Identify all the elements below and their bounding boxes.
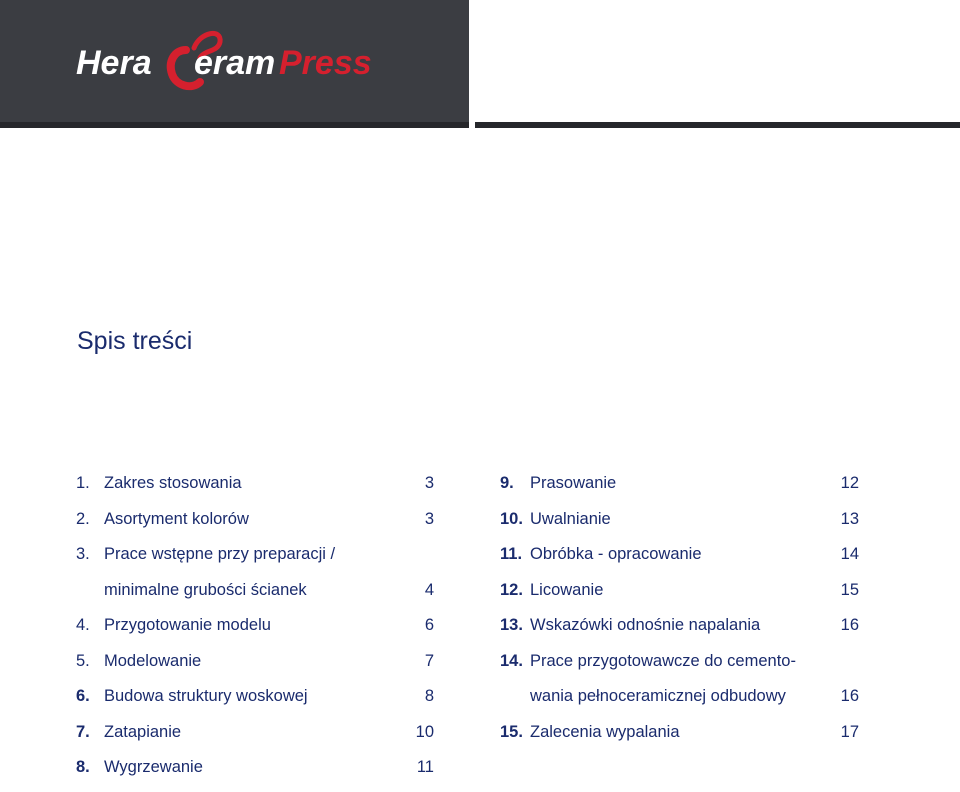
toc-entry[interactable] [76,756,434,792]
toc-right-column [500,472,859,756]
header-banner [0,0,469,128]
toc-title: Wygrzewanie [104,758,203,776]
toc-number: 2. [76,509,90,528]
toc-left-column [76,472,434,792]
toc-entry[interactable] [76,472,434,508]
toc-entry[interactable] [76,508,434,544]
toc-number: 10. [500,509,523,528]
toc-page: 11 [416,758,434,776]
toc-entry[interactable] [76,721,434,757]
toc-page: 15 [840,580,859,599]
toc-entry[interactable] [500,543,859,579]
toc-title: Prasowanie [530,474,617,492]
toc-number: 7. [76,722,90,741]
toc-page: 7 [424,651,434,670]
toc-page: 16 [840,616,859,634]
toc-entry-continuation[interactable] [500,685,859,721]
logo-text-press: Press [279,44,372,82]
header-rule [475,122,960,128]
toc-entry[interactable] [76,614,434,650]
toc-number: 6. [76,687,90,705]
toc-title: Wskazówki odnośnie napalania [530,616,761,634]
toc-title: minimalne grubości ścianek [104,580,307,599]
toc-number: 5. [76,651,90,670]
toc-number: 15. [500,722,523,741]
toc-title: Zalecenia wypalania [530,722,680,741]
toc-page: 4 [424,580,434,599]
logo-text-hera: Hera [76,44,152,82]
toc-entry[interactable] [76,543,434,579]
toc-entry[interactable] [76,650,434,686]
toc-page: 13 [840,509,859,528]
toc-number: 8. [76,758,90,776]
toc-page: 3 [424,474,434,492]
toc-page: 16 [840,687,859,705]
toc-page: 10 [415,722,434,741]
toc-entry[interactable] [76,685,434,721]
toc-title: wania pełnoceramicznej odbudowy [530,687,786,705]
toc-page: 12 [840,474,859,492]
toc-entry[interactable] [500,650,859,686]
toc-title: Zatapianie [104,722,182,741]
logo-text-eram: eram [194,44,276,82]
toc-title: Uwalnianie [530,509,611,528]
toc-entry[interactable] [500,721,859,757]
toc-number: 3. [76,545,90,563]
toc-number: 12. [500,580,523,599]
toc-page: 6 [424,616,434,634]
toc-entry[interactable] [500,472,859,508]
toc-title: Asortyment kolorów [104,509,249,528]
toc-number: 14. [500,651,523,670]
toc-number: 1. [76,474,90,492]
toc-number: 4. [76,616,90,634]
toc-title: Prace przygotowawcze do cemento- [530,651,796,670]
toc-page: 3 [424,509,434,528]
toc-number: 13. [500,616,523,634]
toc-page: 17 [840,722,859,741]
toc-number: 11. [500,545,523,563]
toc-entry-continuation[interactable] [76,579,434,615]
toc-title: Przygotowanie modelu [104,616,271,634]
toc-title: Zakres stosowania [104,474,242,492]
page-title: Spis treści [77,327,193,355]
toc-title: Prace wstępne przy preparacji / [104,545,336,563]
toc-page: 8 [424,687,434,705]
toc-page: 14 [840,545,859,563]
toc-title: Licowanie [530,580,604,599]
toc-entry[interactable] [500,614,859,650]
toc-title: Obróbka - opracowanie [530,545,702,563]
toc-title: Budowa struktury woskowej [104,687,308,705]
toc-entry[interactable] [500,508,859,544]
heraceram-press-logo [76,28,396,94]
toc-title: Modelowanie [104,651,202,670]
toc-number: 9. [500,474,514,492]
toc-entry[interactable] [500,579,859,615]
